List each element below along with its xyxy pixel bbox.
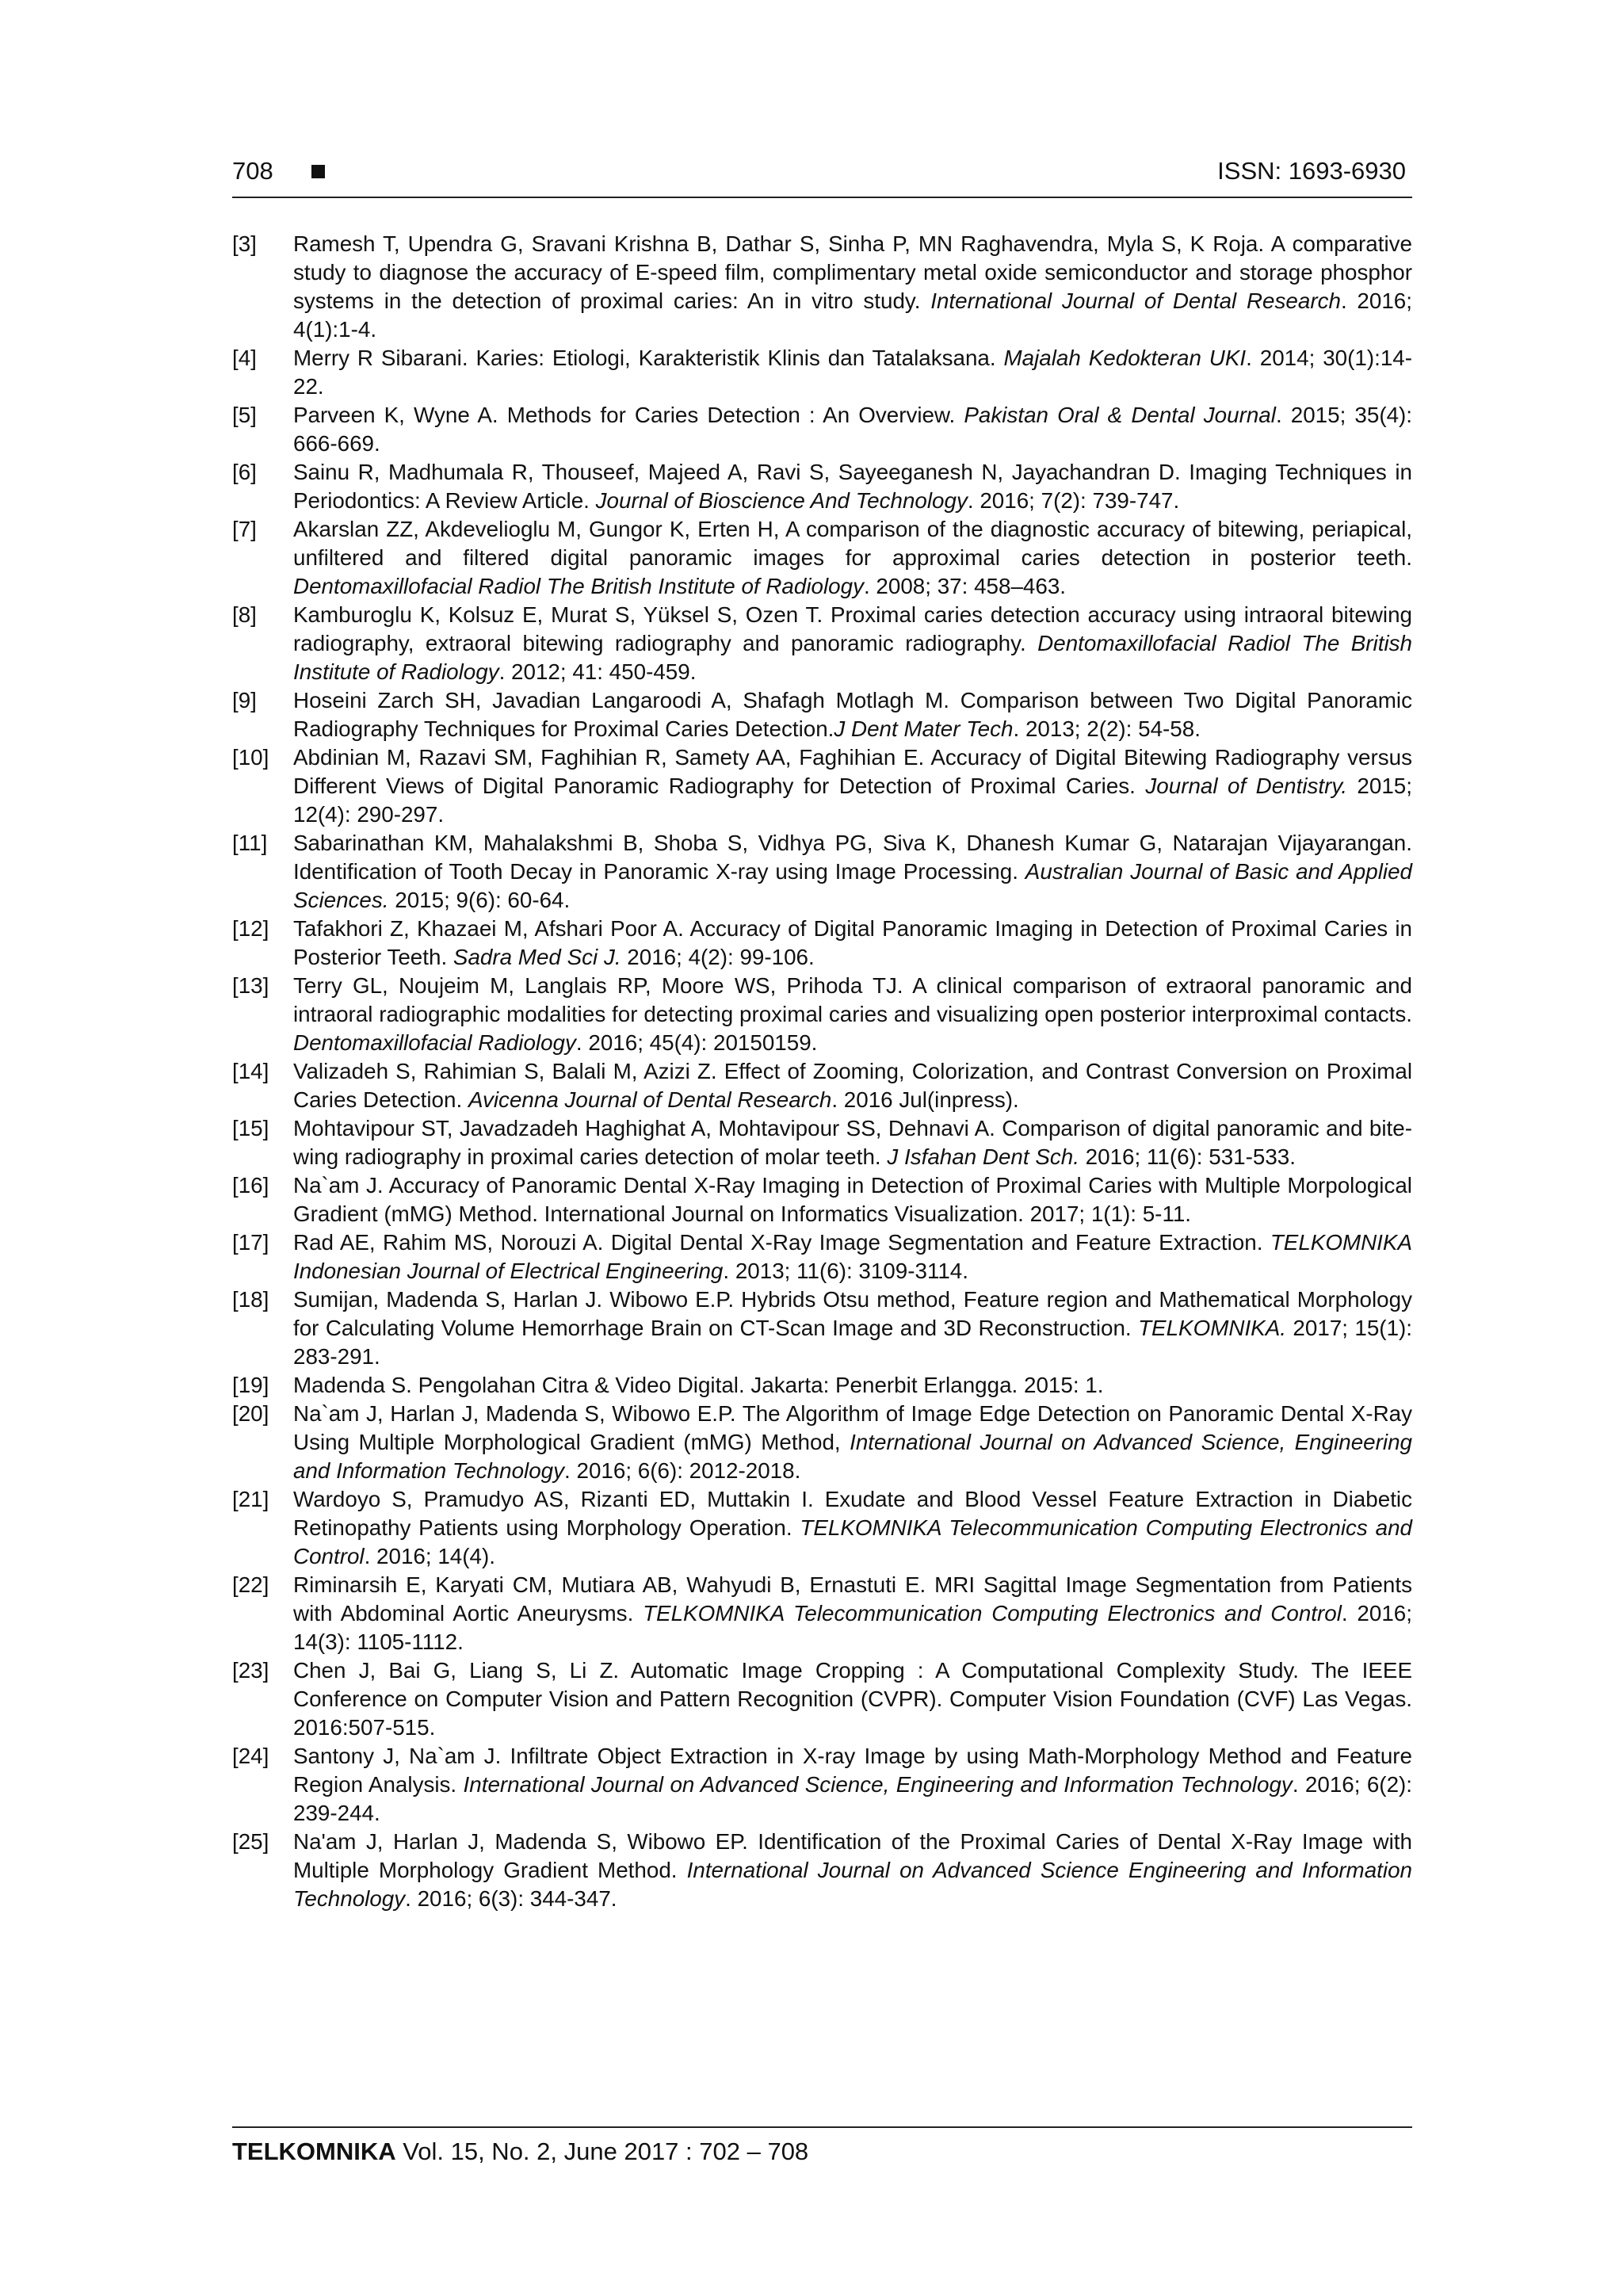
reference-source: Australian Journal of Basic and Applied Sciences.	[293, 859, 1412, 912]
reference-source: International Journal on Advanced Science, Engineering and Information Technology	[293, 1430, 1412, 1483]
reference-text: . 2012; 41: 450-459.	[498, 659, 697, 684]
reference-text: Sumijan, Madenda S, Harlan J. Wibowo E.P. Hybrids Otsu method, Feature region and Mathematical Morphology for Calculating Volume Hemorrhage Brain on CT-Scan Image and 3D Reconstruction.	[293, 1287, 1412, 1340]
reference-number: [6]	[232, 460, 257, 484]
reference-source: Dentomaxillofacial Radiol The British Institute of Radiology	[293, 574, 864, 598]
reference-item	[232, 686, 1412, 743]
reference-source: Dentomaxillofacial Radiology	[293, 1030, 576, 1055]
reference-number: [24]	[232, 1744, 269, 1768]
reference-number: [25]	[232, 1829, 269, 1854]
reference-item	[232, 344, 1412, 401]
reference-text: 2015; 9(6): 60-64.	[388, 888, 571, 912]
reference-source: International Journal on Advanced Science Engineering and Information Technology	[293, 1858, 1412, 1911]
reference-text: 2017; 15(1): 283-291.	[293, 1316, 1413, 1369]
reference-number: [13]	[232, 973, 269, 998]
reference-number: [10]	[232, 745, 269, 770]
reference-item	[232, 1371, 1412, 1400]
reference-text: Abdinian M, Razavi SM, Faghihian R, Samety AA, Faghihian E. Accuracy of Digital Bitewing Radiography versus Different Views of Digital Panoramic Radiography for Detection of Proximal Caries.	[293, 745, 1412, 798]
reference-item	[232, 1057, 1412, 1114]
reference-text: . 2016; 6(3): 344-347.	[405, 1886, 617, 1911]
reference-item	[232, 743, 1412, 829]
reference-text: Riminarsih E, Karyati CM, Mutiara AB, Wahyudi B, Ernastuti E. MRI Sagittal Image Segmentation from Patients with Abdominal Aortic Aneurysms.	[293, 1572, 1412, 1626]
reference-item	[232, 1656, 1412, 1742]
reference-number: [4]	[232, 346, 257, 370]
reference-text: Madenda S. Pengolahan Citra & Video Digital. Jakarta: Penerbit Erlangga. 2015: 1.	[293, 1373, 1104, 1397]
reference-number: [16]	[232, 1173, 269, 1198]
reference-number: [9]	[232, 688, 257, 712]
reference-source: International Journal on Advanced Science, Engineering and Information Technology	[463, 1772, 1293, 1797]
reference-source: Avicenna Journal of Dental Research	[468, 1087, 832, 1112]
reference-text: Sainu R, Madhumala R, Thouseef, Majeed A, Ravi S, Sayeeganesh N, Jayachandran D. Imaging Techniques in Periodontics: A Review Article.	[293, 460, 1412, 513]
reference-text: 2016; 4(2): 99-106.	[621, 945, 815, 969]
reference-number: [11]	[232, 831, 268, 855]
reference-text: . 2016; 14(3): 1105-1112.	[293, 1601, 1412, 1654]
reference-number: [14]	[232, 1059, 269, 1083]
issn: ISSN: 1693-6930	[1217, 157, 1406, 185]
reference-text: . 2013; 2(2): 54-58.	[1013, 716, 1201, 741]
reference-item	[232, 1228, 1412, 1286]
reference-number: [15]	[232, 1116, 269, 1140]
reference-source: Pakistan Oral & Dental Journal	[964, 403, 1276, 427]
reference-item	[232, 401, 1412, 458]
reference-source: Dentomaxillofacial Radiol The British Institute of Radiology	[293, 631, 1412, 684]
page-number: 708	[232, 157, 273, 185]
reference-number: [7]	[232, 517, 257, 541]
reference-source: Majalah Kedokteran UKI	[1003, 346, 1247, 370]
reference-text: . 2014; 30(1):14-22.	[293, 346, 1412, 399]
reference-text: . 2008; 37: 458–463.	[863, 574, 1067, 598]
reference-list	[232, 230, 1412, 1913]
reference-source: Journal of Dentistry.	[1145, 774, 1347, 798]
reference-text: Chen J, Bai G, Liang S, Li Z. Automatic Image Cropping : A Computational Complexity Study. The IEEE Conference on Computer Vision and Pattern Recognition (CVPR). Computer Vision Foundation (CVF) Las Vegas. 2016:507-515.	[293, 1658, 1412, 1740]
reference-text: Ramesh T, Upendra G, Sravani Krishna B, Dathar S, Sinha P, MN Raghavendra, Myla S, K Roja. A comparative study to diagnose the accuracy of E-speed film, complimentary metal oxide semiconductor and storage phosphor systems in the detection of proximal caries: An in vitro study.	[293, 231, 1412, 313]
reference-text: Hoseini Zarch SH, Javadian Langaroodi A, Shafagh Motlagh M. Comparison between Two Digital Panoramic Radiography Techniques for Proximal Caries Detection.	[293, 688, 1412, 741]
reference-item	[232, 230, 1412, 344]
reference-item	[232, 972, 1412, 1057]
reference-source: TELKOMNIKA Telecommunication Computing Electronics and Control	[643, 1601, 1342, 1626]
reference-text: . 2016; 6(2): 239-244.	[293, 1772, 1413, 1825]
reference-text: Santony J, Na`am J. Infiltrate Object Extraction in X-ray Image by using Math-Morphology Method and Feature Region Analysis.	[293, 1744, 1412, 1797]
reference-item	[232, 1485, 1412, 1571]
reference-number: [12]	[232, 916, 269, 941]
reference-text: Na`am J, Harlan J, Madenda S, Wibowo E.P. The Algorithm of Image Edge Detection on Panoramic Dental X-Ray Using Multiple Morphological Gradient (mMG) Method,	[293, 1401, 1412, 1454]
reference-source: J Isfahan Dent Sch.	[887, 1144, 1079, 1169]
reference-number: [3]	[232, 231, 257, 256]
reference-text: Valizadeh S, Rahimian S, Balali M, Azizi Z. Effect of Zooming, Colorization, and Contrast Conversion on Proximal Caries Detection.	[293, 1059, 1412, 1112]
reference-source: TELKOMNIKA Indonesian Journal of Electrical Engineering	[293, 1230, 1412, 1283]
reference-item	[232, 515, 1412, 601]
reference-text: 2015; 12(4): 290-297.	[293, 774, 1412, 827]
reference-number: [18]	[232, 1287, 269, 1312]
reference-text: . 2015; 35(4): 666-669.	[293, 403, 1413, 456]
reference-text: Kamburoglu K, Kolsuz E, Murat S, Yüksel S, Ozen T. Proximal caries detection accuracy using intraoral bitewing radiography, extraoral bitewing radiography and panoramic radiography.	[293, 602, 1412, 655]
reference-item	[232, 1571, 1412, 1656]
reference-item	[232, 1828, 1412, 1913]
reference-text: 2016; 11(6): 531-533.	[1079, 1144, 1296, 1169]
reference-number: [20]	[232, 1401, 269, 1426]
reference-item	[232, 601, 1412, 686]
reference-number: [23]	[232, 1658, 269, 1683]
reference-source: J Dent Mater Tech	[834, 716, 1014, 741]
reference-text: . 2016; 7(2): 739-747.	[967, 488, 1180, 513]
reference-text: Wardoyo S, Pramudyo AS, Rizanti ED, Muttakin I. Exudate and Blood Vessel Feature Extraction in Diabetic Retinopathy Patients using Morphology Operation.	[293, 1487, 1412, 1540]
reference-number: [8]	[232, 602, 257, 627]
reference-text: . 2016 Jul(inpress).	[831, 1087, 1019, 1112]
reference-text: . 2016; 45(4): 20150159.	[575, 1030, 818, 1055]
reference-number: [22]	[232, 1572, 269, 1597]
square-bullet-icon	[311, 165, 325, 178]
reference-number: [17]	[232, 1230, 269, 1255]
reference-number: [21]	[232, 1487, 269, 1511]
reference-item	[232, 1114, 1412, 1171]
reference-source: Journal of Bioscience And Technology	[595, 488, 968, 513]
reference-text: Terry GL, Noujeim M, Langlais RP, Moore WS, Prihoda TJ. A clinical comparison of extraoral panoramic and intraoral radiographic modalities for detecting proximal caries and visualizing open posterior interproximal contacts.	[293, 973, 1412, 1026]
reference-source: Sadra Med Sci J.	[453, 945, 621, 969]
reference-source: TELKOMNIKA Telecommunication Computing Electronics and Control	[293, 1515, 1412, 1568]
reference-text: . 2016; 14(4).	[364, 1544, 495, 1568]
reference-number: [5]	[232, 403, 257, 427]
reference-text: Merry R Sibarani. Karies: Etiologi, Karakteristik Klinis dan Tatalaksana.	[293, 346, 1004, 370]
reference-item	[232, 1286, 1412, 1371]
reference-text: Akarslan ZZ, Akdevelioglu M, Gungor K, Erten H, A comparison of the diagnostic accuracy of bitewing, periapical, unfiltered and filtered digital panoramic images for approximal caries detection in posterior teeth.	[293, 517, 1412, 570]
page-header	[232, 155, 1412, 198]
reference-text: Parveen K, Wyne A. Methods for Caries Detection : An Overview.	[293, 403, 964, 427]
reference-item	[232, 1171, 1412, 1228]
page-footer	[232, 2126, 1412, 2166]
reference-item	[232, 458, 1412, 515]
reference-source: TELKOMNIKA.	[1138, 1316, 1286, 1340]
reference-text: Tafakhori Z, Khazaei M, Afshari Poor A. Accuracy of Digital Panoramic Imaging in Detection of Proximal Caries in Posterior Teeth.	[293, 916, 1412, 969]
reference-number: [19]	[232, 1373, 269, 1397]
journal-details: Vol. 15, No. 2, June 2017 : 702 – 708	[403, 2137, 809, 2165]
reference-text: . 2016; 4(1):1-4.	[293, 288, 1412, 342]
reference-item	[232, 1400, 1412, 1485]
reference-text: Rad AE, Rahim MS, Norouzi A. Digital Dental X-Ray Image Segmentation and Feature Extraction.	[293, 1230, 1270, 1255]
reference-text: Sabarinathan KM, Mahalakshmi B, Shoba S, Vidhya PG, Siva K, Dhanesh Kumar G, Natarajan Vijayarangan. Identification of Tooth Decay in Panoramic X-ray using Image Processing.	[293, 831, 1412, 884]
reference-text: . 2016; 6(6): 2012-2018.	[564, 1458, 801, 1483]
reference-text: . 2013; 11(6): 3109-3114.	[723, 1259, 968, 1283]
reference-item	[232, 915, 1412, 972]
reference-text: Na'am J, Harlan J, Madenda S, Wibowo EP. Identification of the Proximal Caries of Dental X-Ray Image with Multiple Morphology Gradient Method.	[293, 1829, 1412, 1882]
reference-item	[232, 829, 1412, 915]
reference-text: Na`am J. Accuracy of Panoramic Dental X-Ray Imaging in Detection of Proximal Caries with Multiple Morpological Gradient (mMG) Method. International Journal on Informatics Visualization. 2017; 1(1): 5-11.	[293, 1173, 1412, 1226]
journal-name: TELKOMNIKA	[232, 2137, 396, 2165]
reference-source: International Journal of Dental Research	[930, 288, 1341, 313]
reference-item	[232, 1742, 1412, 1828]
reference-text: Mohtavipour ST, Javadzadeh Haghighat A, Mohtavipour SS, Dehnavi A. Comparison of digital panoramic and bite-wing radiography in proximal caries detection of molar teeth.	[293, 1116, 1412, 1169]
